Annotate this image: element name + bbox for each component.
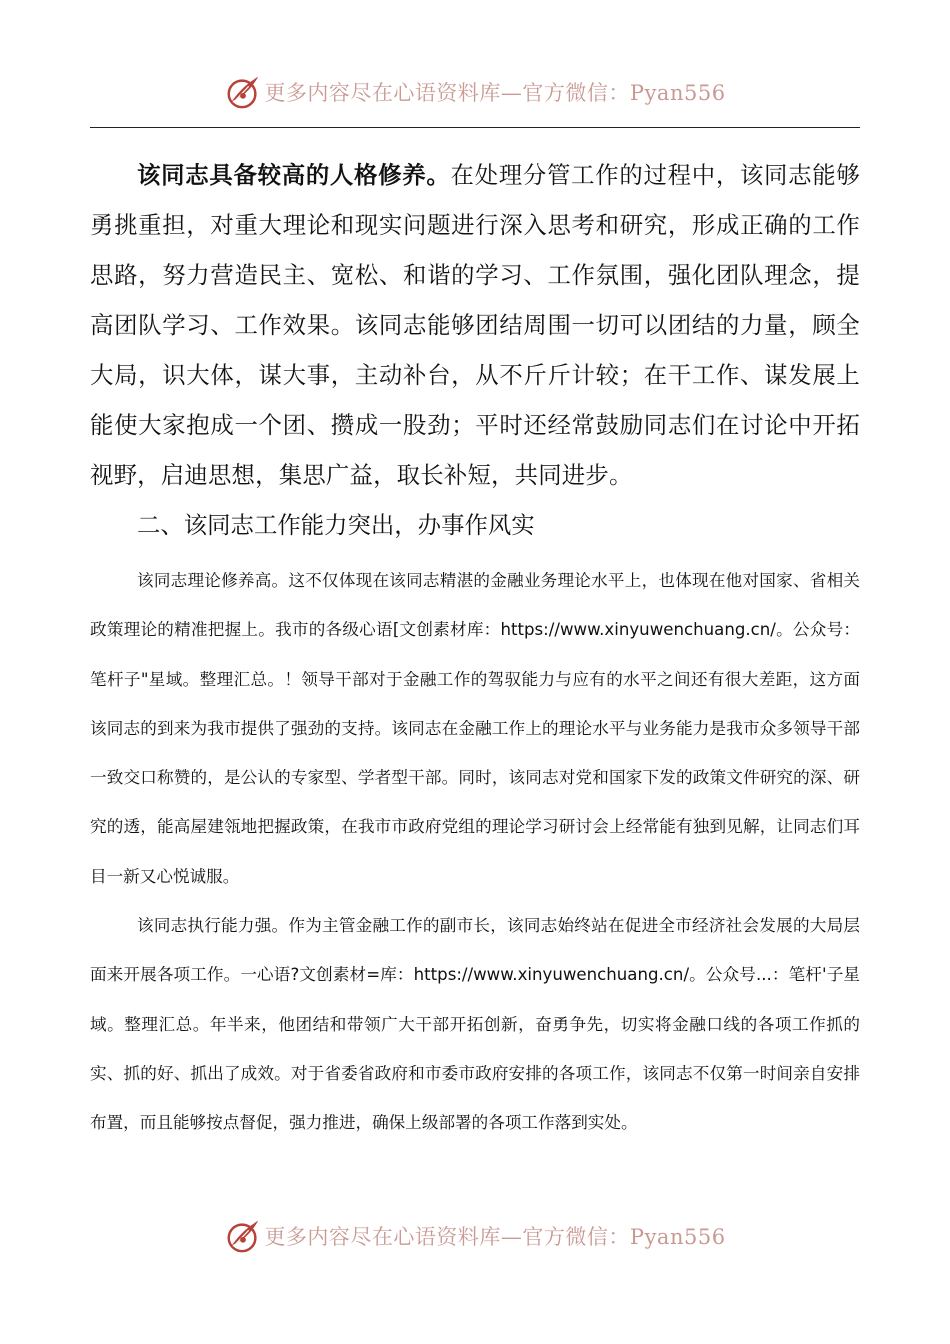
- paragraph-personal-character: [90, 150, 860, 500]
- page-header-banner: [0, 70, 950, 114]
- document-body: [90, 150, 860, 1148]
- feather-pen-logo-icon: [224, 73, 262, 111]
- header-divider: [90, 127, 860, 128]
- paragraph-body-text: 在处理分管工作的过程中，该同志能够勇挑重担，对重大理论和现实问题进行深入思考和研究，形成正确的工作思路，努力营造民主、宽松、和谐的学习、工作氛围，强化团队理念，提高团队学习、工作效果。该同志能够团结周围一切可以团结的力量，顾全大局，识大体，谋大事，主动补台，从不斤斤计较；在干工作、谋发展上能使大家抱成一个团、攒成一股劲；平时还经常鼓励同志们在讨论中开拓视野，启迪思想，集思广益，取长补短，共同进步。: [90, 161, 860, 489]
- paragraph-lead-sentence: 该同志具备较高的人格修养。: [137, 161, 451, 189]
- header-banner-text: 更多内容尽在心语资料库—官方微信：Pyan556: [264, 81, 726, 105]
- paragraph-execution: 该同志执行能力强。作为主管金融工作的副市长，该同志始终站在促进全市经济社会发展的大局层面来开展各项工作。一心语?文创素材=库：https://www.xinyuwenchuang.cn/。公众号...：笔杆'子星域。整理汇总。年半来，他团结和带领广大干部开拓创新，奋勇争先，切实将金融口线的各项工作抓的实、抓的好、抓出了成效。对于省委省政府和市委市政府安排的各项工作，该同志不仅第一时间亲自安排布置，而且能够按点督促，强力推进，确保上级部署的各项工作落到实处。: [90, 916, 860, 1133]
- page-footer-banner: [0, 1214, 950, 1258]
- feather-pen-logo-icon: [224, 1217, 262, 1255]
- section-heading-two: 二、该同志工作能力突出，办事作风实: [137, 511, 535, 539]
- footer-banner-text: 更多内容尽在心语资料库—官方微信：Pyan556: [264, 1225, 726, 1249]
- paragraph-theory: 该同志理论修养高。这不仅体现在该同志精湛的金融业务理论水平上，也体现在他对国家、省相关政策理论的精准把握上。我市的各级心语[文创素材库：https://www.xinyuwenchuang.cn/。公众号：笔杆子"星域。整理汇总。！领导干部对于金融工作的驾驭能力与应有的水平之间还有很大差距，这方面该同志的到来为我市提供了强劲的支持。该同志在金融工作上的理论水平与业务能力是我市众多领导干部一致交口称赞的，是公认的专家型、学者型干部。同时，该同志对党和国家下发的政策文件研究的深、研究的透，能高屋建瓴地把握政策，在我市市政府党组的理论学习研讨会上经常能有独到见解，让同志们耳目一新又心悦诚服。: [90, 571, 860, 886]
